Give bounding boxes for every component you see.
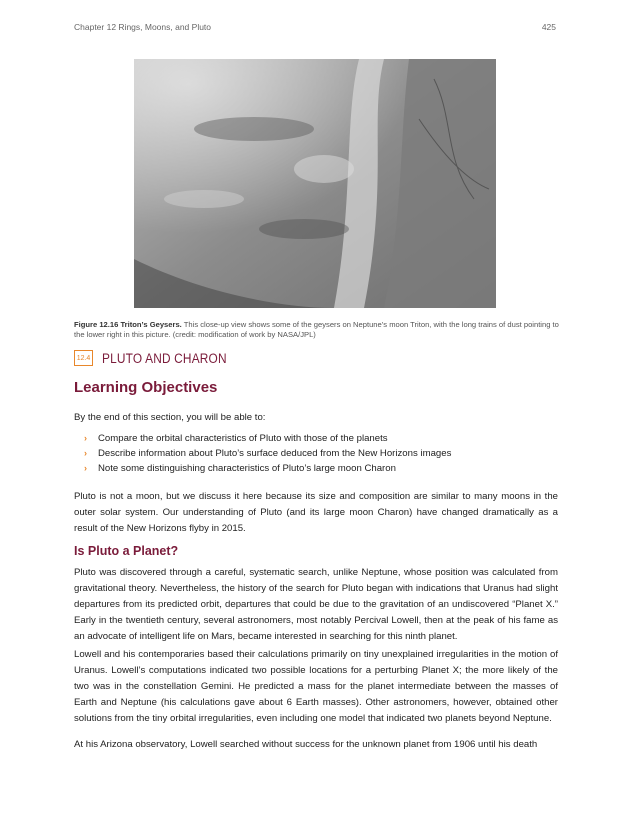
list-item: › Compare the orbital characteristics of Pluto with those of the planets <box>84 433 388 444</box>
figure-caption <box>74 320 559 340</box>
learning-objectives-intro: By the end of this section, you will be able to: <box>74 412 266 423</box>
chevron-right-icon: › <box>84 448 87 458</box>
section-title: PLUTO AND CHARON <box>102 350 227 366</box>
figure-label: Figure 12.16 <box>74 320 119 329</box>
paragraph-discovery: Pluto was discovered through a careful, systematic search, unlike Neptune, whose position was calculated from gravitational theory. Nevertheless, the history of the search for Pluto began with indications that Uranus had slight departures from its predicted orbit, departures that could be due to the gravitation of an undiscovered “Planet X.” Early in the twentieth century, several astronomers, most notably Percival Lowell, then at the peak of his fame as an advocate of intelligent life on Mars, became interested in searching for this ninth planet. <box>74 567 558 642</box>
figure-caption-text: This close-up view shows some of the geysers on Neptune’s moon Triton, with the long trains of dust pointing to the lower right in this picture. (credit: modification of work by NASA/JPL) <box>74 320 559 339</box>
subsection-title: Is Pluto a Planet? <box>74 544 179 558</box>
chevron-right-icon: › <box>84 463 87 473</box>
list-item: › Describe information about Pluto’s surface deduced from the New Horizons images <box>84 448 452 459</box>
chevron-right-icon: › <box>84 433 87 443</box>
learning-objectives-list <box>84 431 451 476</box>
section-number: 12.4 <box>74 350 93 366</box>
page-number: 425 <box>541 22 556 32</box>
section-heading <box>74 350 244 366</box>
paragraph-arizona: At his Arizona observatory, Lowell searched without success for the unknown planet from 1906 until his death <box>74 739 538 750</box>
paragraph-intro: Pluto is not a moon, but we discuss it here because its size and composition are similar to many moons in the outer solar system. Our understanding of Pluto (and its large moon Charon) have changed dramatically as a result of the New Horizons flyby in 2015. <box>74 491 558 534</box>
figure-title: Triton’s Geysers. <box>120 320 182 329</box>
paragraph-lowell: Lowell and his contemporaries based their calculations primarily on tiny unexplained irregularities in the motion of Uranus. Lowell’s computations indicated two possible locations for a perturbing Planet X; the more likely of the two was in the constellation Gemini. He predicted a mass for the planet intermediate between the masses of Earth and Neptune (his calculations gave about 6 Earth masses). Other astronomers, however, obtained other solutions from the tiny orbital irregularities, even including one model that indicated two planets beyond Neptune. <box>74 649 558 724</box>
page-header <box>74 22 556 32</box>
learning-objectives-title: Learning Objectives <box>74 379 218 396</box>
list-item: › Note some distinguishing characteristics of Pluto’s large moon Charon <box>84 463 396 474</box>
triton-geysers-image <box>134 59 496 308</box>
chapter-title: Chapter 12 Rings, Moons, and Pluto <box>74 22 212 32</box>
